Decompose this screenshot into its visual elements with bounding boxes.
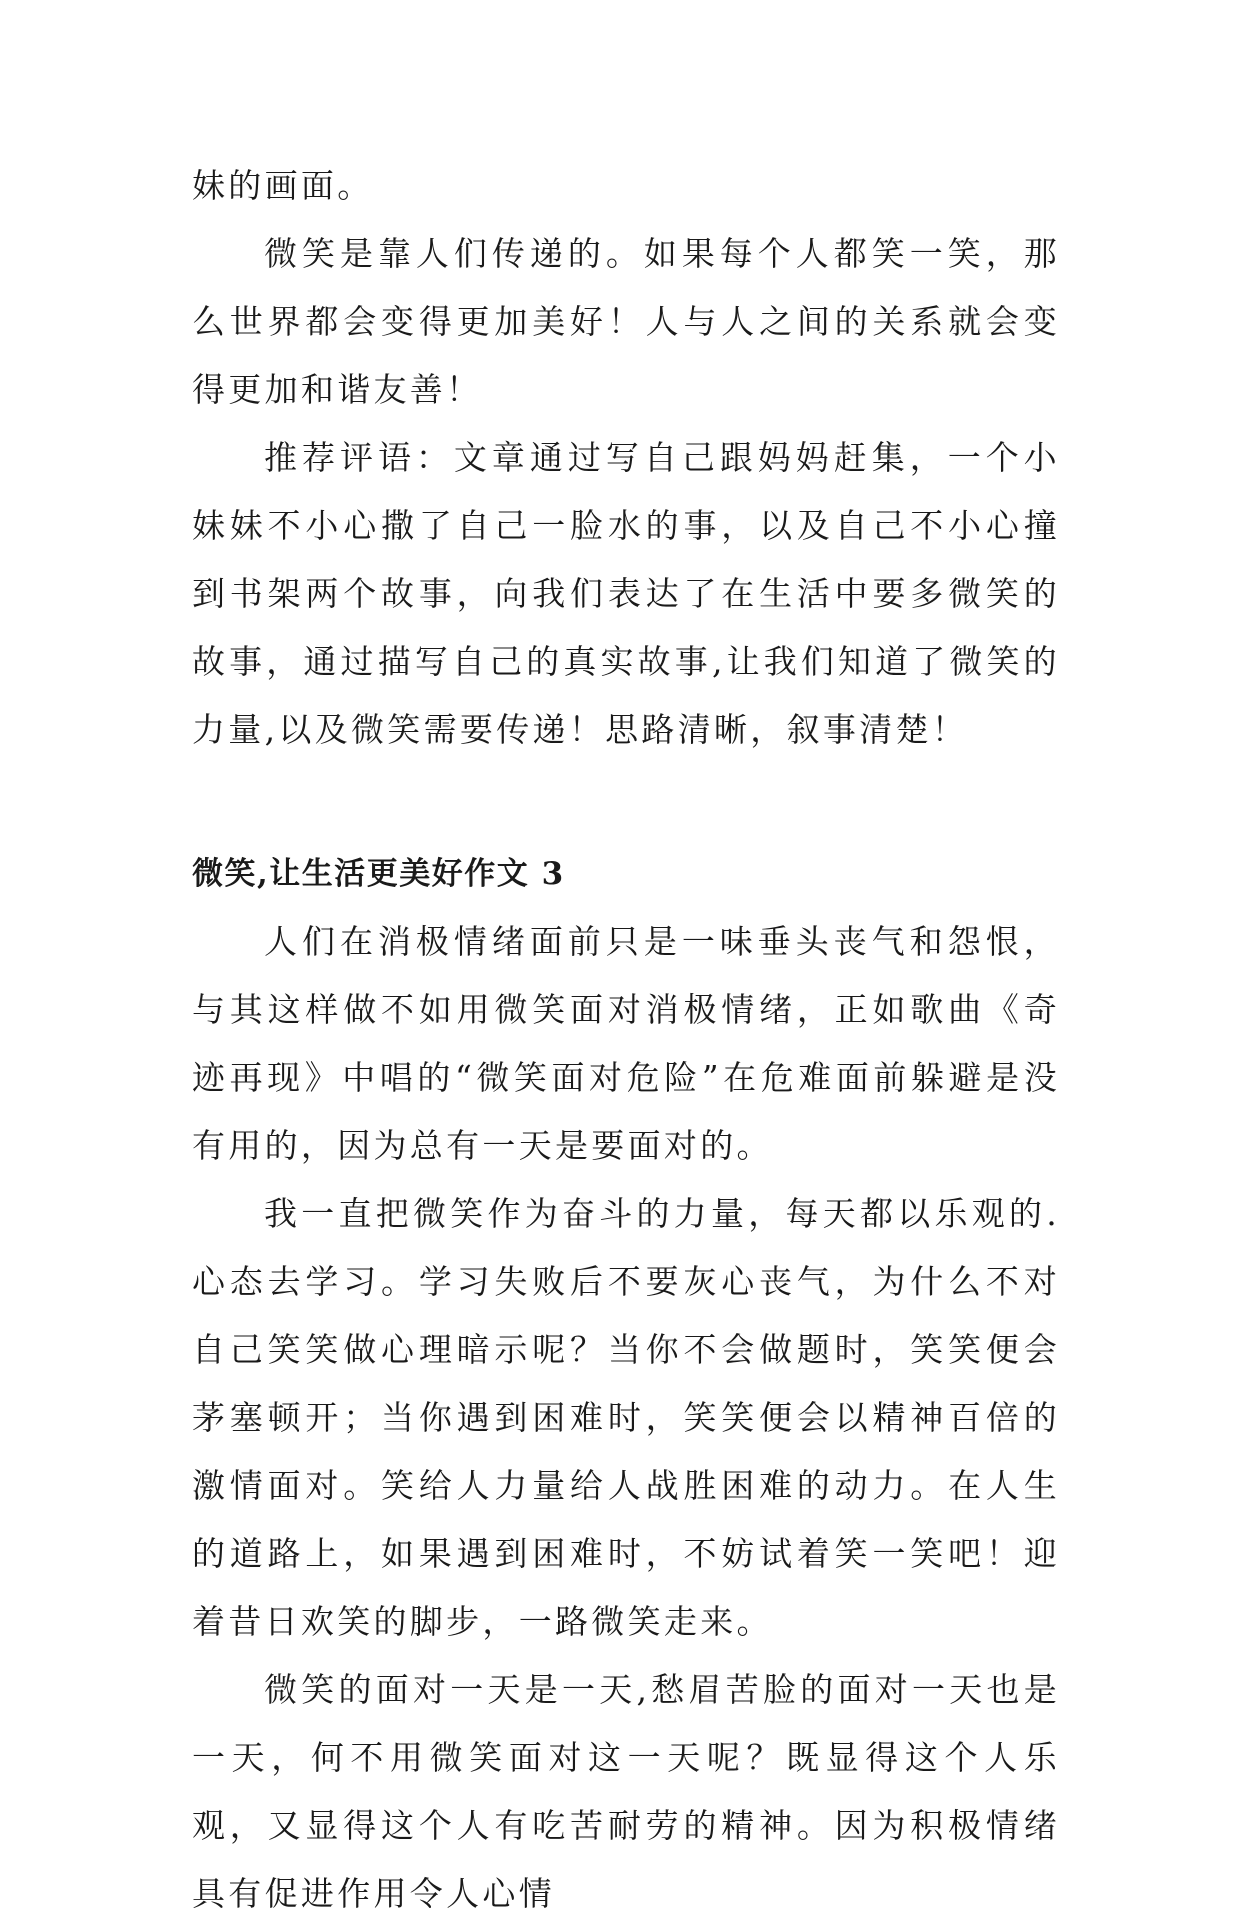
essay-heading: 微笑,让生活更美好作文 3 (192, 856, 565, 892)
paragraph-negative-emotions: 人们在消极情绪面前只是一味垂头丧气和怨恨，与其这样做不如用微笑面对消极情绪，正如歌曲《奇迹再现》中唱的“微笑面对危险”在危难面前躲避是没有用的，因为总有一天是要面对的。 (192, 922, 1060, 1165)
document-body (192, 152, 1060, 1928)
paragraph-smile-as-strength: 我一直把微笑作为奋斗的力量，每天都以乐观的.心态去学习。学习失败后不要灰心丧气，为什么不对自己笑笑做心理暗示呢？当你不会做题时，笑笑便会茅塞顿开；当你遇到困难时，笑笑便会以精神百倍的激情面对。笑给人力量给人战胜困难的动力。在人生的道路上，如果遇到困难时，不妨试着笑一笑吧！迎着昔日欢笑的脚步，一路微笑走来。 (192, 1194, 1060, 1641)
paragraph-recommendation: 推荐评语：文章通过写自己跟妈妈赶集，一个小妹妹不小心撒了自己一脸水的事，以及自己不小心撞到书架两个故事，向我们表达了在生活中要多微笑的故事，通过描写自己的真实故事,让我们知道了微笑的力量,以及微笑需要传递！思路清晰，叙事清楚！ (192, 438, 1060, 749)
paragraph-smile-passing: 微笑是靠人们传递的。如果每个人都笑一笑，那么世界都会变得更加美好！人与人之间的关系就会变得更加和谐友善！ (192, 234, 1060, 409)
paragraph-continuation: 妹的画面。 (192, 166, 374, 205)
paragraph-face-each-day: 微笑的面对一天是一天,愁眉苦脸的面对一天也是一天，何不用微笑面对这一天呢？既显得这个人乐观，又显得这个人有吃苦耐劳的精神。因为积极情绪具有促进作用令人心情 (192, 1670, 1060, 1913)
